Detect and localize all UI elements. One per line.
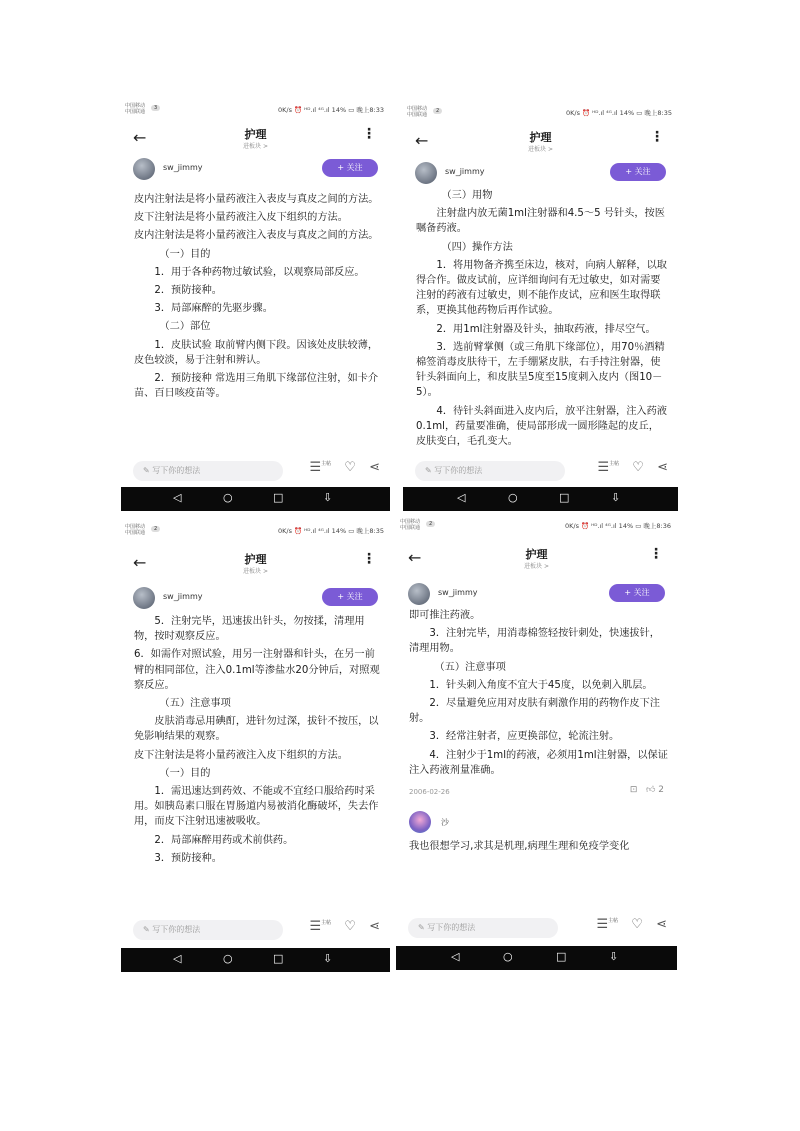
square-recents-icon[interactable]: □ [556, 950, 567, 963]
circle-home-icon[interactable]: ○ [503, 950, 513, 963]
triangle-back-icon[interactable]: ◁ [173, 491, 182, 504]
page-title: 护理 [525, 548, 548, 561]
triangle-back-icon[interactable]: ◁ [173, 952, 182, 965]
author-bar [121, 155, 390, 181]
comment-text: 我也很想学习,求其是机理,病理生理和免疫学变化 [409, 841, 630, 853]
more-vertical-icon[interactable]: ⋮ [649, 546, 663, 562]
toolbar-icons [300, 919, 380, 934]
share-icon[interactable]: ⋖ [369, 919, 380, 934]
section-heading: （三）用物 [441, 190, 493, 201]
carrier-labels: 中国移动 中国联通 [125, 524, 146, 536]
paragraph: 皮下注射法是将小量药液注入皮下组织的方法。 [134, 212, 348, 224]
post-actions [630, 783, 664, 798]
post-body [134, 192, 381, 454]
page-title: 护理 [244, 128, 267, 141]
board-link[interactable]: 进板块 > [243, 568, 268, 575]
paragraph: 6．如需作对照试验，用另一注射器和针头，在另一前臂的相同部位，注入0.1ml等渗盐水20分钟后，对照观察反应。 [134, 649, 380, 691]
comment-toolbar [403, 456, 678, 486]
app-header [396, 542, 677, 574]
follow-button[interactable]: + 关注 [322, 159, 378, 177]
commenter-name[interactable]: 沙 [441, 818, 449, 828]
share-icon[interactable]: ⋖ [369, 460, 380, 475]
follow-button[interactable]: + 关注 [322, 588, 378, 606]
board-link[interactable]: 进板块 > [528, 146, 553, 153]
comment-input[interactable]: ✎ 写下你的想法 [408, 918, 558, 938]
more-vertical-icon[interactable]: ⋮ [362, 126, 376, 142]
paragraph: 1．皮肤试验 取前臂内侧下段。因该处皮肤较薄，皮色较淡，易于注射和辨认。 [134, 339, 379, 366]
author-name[interactable]: sw_jimmy [163, 592, 203, 601]
paragraph: 皮内注射法是将小量药液注入表皮与真皮之间的方法。 [134, 194, 379, 205]
screenshot-4 [396, 516, 677, 973]
share-icon[interactable]: ⋖ [657, 460, 668, 475]
status-bar [403, 103, 678, 121]
paragraph: 4．待针头斜面进入皮内后，放平注射器，注入药液0.1ml，药量要准确，使局部形成一圆形隆起的皮丘，皮肤变白，毛孔变大。 [416, 405, 667, 448]
author-name[interactable]: sw_jimmy [163, 163, 203, 172]
square-recents-icon[interactable]: □ [273, 491, 284, 504]
comment-item [409, 809, 668, 839]
post-date: 2006-02-26 [409, 788, 450, 797]
comment-input[interactable]: ✎ 写下你的想法 [133, 920, 283, 940]
list-icon[interactable]: ☰ [309, 919, 322, 934]
paragraph: 皮下注射法是将小量药液注入皮下组织的方法。 [134, 749, 348, 761]
section-heading: （二）部位 [159, 321, 211, 333]
arrow-left-icon[interactable]: ← [415, 131, 429, 150]
author-bar [403, 159, 678, 185]
square-recents-icon[interactable]: □ [559, 491, 570, 504]
status-info: 0K/s ⏰ ᴴᴰ.ıl ⁴ᴳ.ıl 14% ▭ 晚上8:35 [565, 109, 672, 117]
circle-home-icon[interactable]: ○ [223, 491, 233, 504]
heart-icon[interactable]: ♡ [631, 917, 643, 932]
arrow-down-icon[interactable]: ⇩ [323, 952, 333, 965]
list-icon[interactable]: ☰ [309, 460, 322, 475]
paragraph: 3．选前臂掌侧（或三角肌下缘部位），用70％酒精棉签消毒皮肤待干，左手绷紧皮肤，右手持注射器，使针头斜面向上，和皮肤呈5度至15度刺入皮内（图10－5）。 [416, 341, 665, 399]
list-icon[interactable]: ☰ [597, 460, 610, 475]
comment-toolbar [396, 913, 677, 943]
paragraph: 2．尽量避免应用对皮肤有刺激作用的药物作皮下注射。 [409, 698, 660, 725]
paragraph: 2．预防接种。 [154, 285, 222, 297]
paragraph: 3．注射完毕，用消毒棉签轻按针刺处，快速拔针，清理用物。 [409, 628, 660, 655]
avatar[interactable] [415, 162, 437, 184]
status-info: 0K/s ⏰ ᴴᴰ.ıl ⁴ᴳ.ıl 14% ▭ 晚上8:33 [277, 106, 384, 114]
system-nav-bar [121, 948, 390, 972]
status-bar [121, 100, 390, 118]
paragraph: 2．局部麻醉用药或术前供药。 [154, 834, 294, 846]
triangle-back-icon[interactable]: ◁ [451, 950, 460, 963]
paragraph: 2．预防接种 常选用三角肌下缘部位注射，如卡介苗、百日咳疫苗等。 [134, 373, 379, 400]
screenshot-1 [121, 100, 390, 511]
arrow-left-icon[interactable]: ← [133, 128, 147, 147]
carrier-labels: 中国移动 中国联通 [400, 519, 421, 531]
thumbs-up-icon[interactable]: 👍︎ [645, 785, 656, 796]
arrow-left-icon[interactable]: ← [408, 548, 422, 567]
avatar[interactable] [133, 158, 155, 180]
like-count: 2 [658, 785, 664, 796]
sim-badge: 2 [151, 526, 160, 532]
paragraph: 1．用于各种药物过敏试验，以观察局部反应。 [154, 266, 365, 278]
status-info: 0K/s ⏰ ᴴᴰ.ıl ⁴ᴳ.ıl 14% ▭ 晚上8:36 [564, 522, 671, 530]
paragraph: 1．针头刺入角度不宜大于45度，以免刺入肌层。 [429, 679, 653, 691]
post-body [416, 188, 669, 455]
floor-label: 主帖 [321, 461, 332, 467]
status-bar [121, 521, 390, 539]
board-link[interactable]: 进板块 > [524, 563, 549, 570]
section-heading: （四）操作方法 [441, 241, 513, 253]
follow-button[interactable]: + 关注 [609, 584, 665, 602]
section-heading: （五）注意事项 [159, 698, 231, 710]
heart-icon[interactable]: ♡ [344, 919, 356, 934]
paragraph: 3．经常注射者，应更换部位，轮流注射。 [429, 731, 620, 743]
board-link[interactable]: 进板块 > [243, 143, 268, 150]
carrier-labels: 中国移动 中国联通 [407, 106, 428, 118]
system-nav-bar [121, 487, 390, 511]
toolbar-icons [588, 460, 668, 475]
comment-toolbar [121, 456, 390, 486]
more-vertical-icon[interactable]: ⋮ [362, 551, 376, 567]
toolbar-icons [587, 917, 667, 932]
paragraph: 注射盘内放无菌1ml注射器和4.5～5 号针头，按医嘱备药液。 [416, 208, 665, 235]
more-vertical-icon[interactable]: ⋮ [650, 129, 664, 145]
square-recents-icon[interactable]: □ [273, 952, 284, 965]
arrow-down-icon[interactable]: ⇩ [609, 950, 619, 963]
paragraph: 3．局部麻醉的先驱步骤。 [154, 303, 273, 315]
author-bar [121, 584, 390, 610]
post-body [134, 614, 381, 912]
toolbar-icons [300, 460, 380, 475]
section-heading: （一）目的 [159, 248, 211, 260]
post-meta [409, 781, 668, 801]
heart-icon[interactable]: ♡ [632, 460, 644, 475]
author-name[interactable]: sw_jimmy [438, 588, 478, 597]
paragraph: 3．预防接种。 [154, 852, 222, 864]
arrow-down-icon[interactable]: ⇩ [611, 491, 621, 504]
screenshot-2 [403, 103, 678, 511]
paragraph: 1．需迅速达到药效、不能或不宜经口服给药时采用。如胰岛素口服在胃肠道内易被消化酶破坏，失去作用，而皮下注射迅速被吸收。 [134, 786, 379, 828]
comment-input[interactable]: ✎ 写下你的想法 [133, 461, 283, 481]
sim-badge: 2 [433, 108, 442, 114]
screenshot-3 [121, 521, 390, 973]
paragraph: 皮肤消毒忌用碘酊，进针勿过深，拔针不按压，以免影响结果的观察。 [134, 716, 379, 743]
arrow-left-icon[interactable]: ← [133, 553, 147, 572]
share-icon[interactable]: ⋖ [656, 917, 667, 932]
page-title: 护理 [244, 553, 267, 566]
section-heading: （一）目的 [159, 767, 211, 779]
page-title: 护理 [529, 131, 552, 144]
circle-home-icon[interactable]: ○ [508, 491, 518, 504]
heart-icon[interactable]: ♡ [344, 460, 356, 475]
floor-label: 主帖 [609, 461, 620, 467]
author-name[interactable]: sw_jimmy [445, 167, 485, 176]
floor-label: 主帖 [321, 920, 332, 926]
app-header [403, 125, 678, 157]
author-bar [396, 580, 677, 606]
section-heading: （五）注意事项 [434, 661, 506, 673]
circle-home-icon[interactable]: ○ [223, 952, 233, 965]
arrow-down-icon[interactable]: ⇩ [323, 491, 333, 504]
system-nav-bar [403, 487, 678, 511]
paragraph: 即可推注药液。 [409, 610, 481, 621]
avatar[interactable] [408, 583, 430, 605]
comment-toolbar [121, 915, 390, 945]
app-header [121, 122, 390, 154]
paragraph: 2．用1ml注射器及针头，抽取药液，排尽空气。 [436, 323, 656, 335]
post-body [409, 608, 668, 910]
carrier-labels: 中国移动 中国联通 [125, 103, 146, 115]
triangle-back-icon[interactable]: ◁ [457, 491, 466, 504]
sim-badge: 2 [426, 521, 435, 527]
paragraph: 1．将用物备齐携至床边，核对，向病人解释，以取得合作。做皮试前，应详细询问有无过敏史，如对需要注射的药液有过敏史，则不能作皮试，应和医生取得联系，更换其他药物后再作试验。 [416, 259, 667, 317]
avatar[interactable] [133, 587, 155, 609]
follow-button[interactable]: + 关注 [610, 163, 666, 181]
comment-icon[interactable]: ⊡ [629, 785, 638, 796]
paragraph: 皮内注射法是将小量药液注入表皮与真皮之间的方法。 [134, 230, 379, 242]
app-header [121, 547, 390, 579]
commenter-avatar[interactable] [409, 811, 431, 833]
system-nav-bar [396, 946, 677, 970]
floor-label: 主帖 [608, 918, 619, 924]
comment-input[interactable]: ✎ 写下你的想法 [415, 461, 565, 481]
status-bar [396, 516, 677, 534]
paragraph: 5．注射完毕，迅速拔出针头，勿按揉，清理用物，按时观察反应。 [134, 616, 365, 643]
status-info: 0K/s ⏰ ᴴᴰ.ıl ⁴ᴳ.ıl 14% ▭ 晚上8:35 [277, 527, 384, 535]
paragraph: 4．注射少于1ml的药液，必须用1ml注射器，以保证注入药液剂量准确。 [409, 749, 668, 776]
sim-badge: 3 [151, 105, 160, 111]
list-icon[interactable]: ☰ [596, 917, 609, 932]
